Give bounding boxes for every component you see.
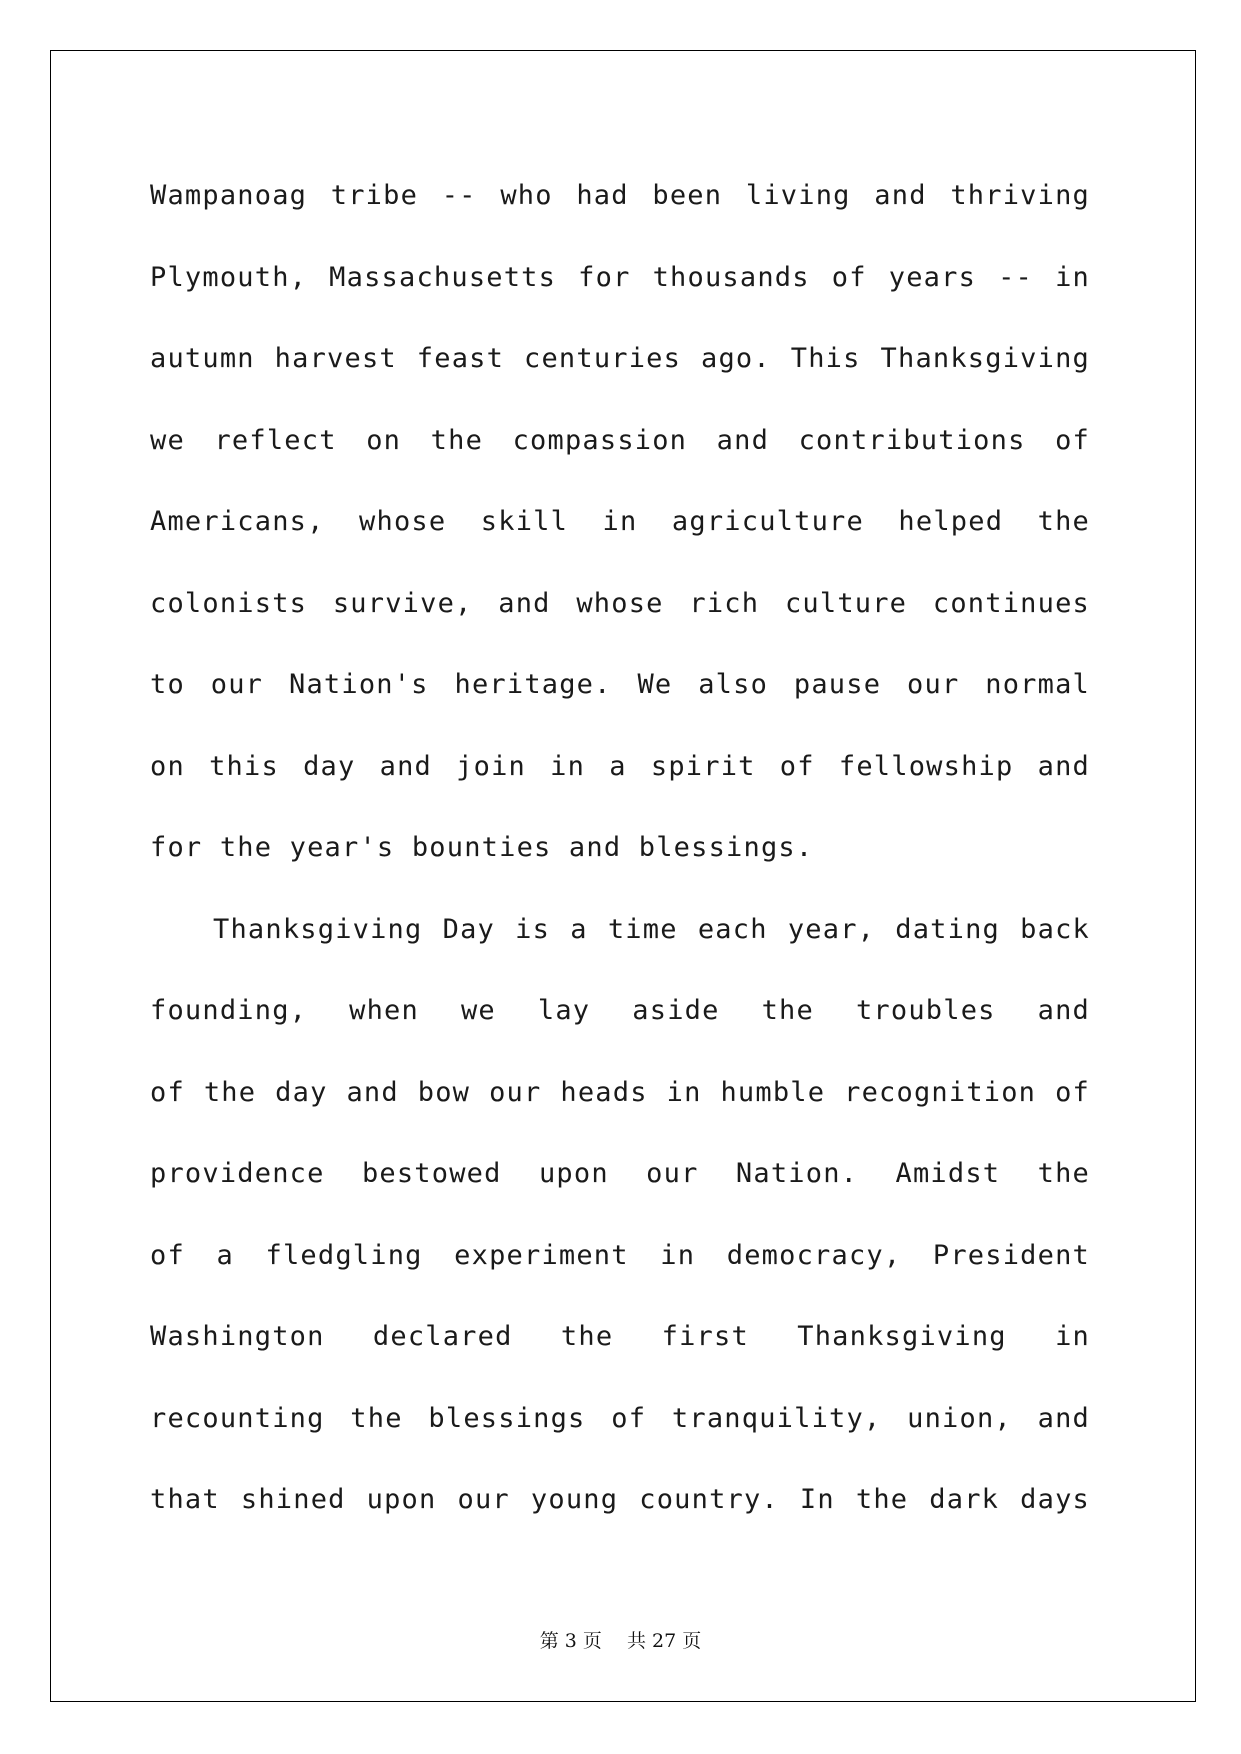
- text-line: that shined upon our young country. In the dark days: [150, 1484, 1090, 1515]
- text-line: Plymouth, Massachusetts for thousands of years -- in: [150, 261, 1090, 293]
- text-line: founding, when we lay aside the troubles and: [150, 995, 1090, 1026]
- text-line: autumn harvest feast centuries ago. This Thanksgiving: [150, 343, 1090, 374]
- text-line: of a fledgling experiment in democracy, President: [150, 1239, 1090, 1271]
- text-line: colonists survive, and whose rich culture continues: [150, 587, 1090, 619]
- text-line: on this day and join in a spirit of fellowship and: [150, 750, 1090, 782]
- document-body: [150, 155, 1090, 1541]
- text-line: providence bestowed upon our Nation. Amidst the: [150, 1158, 1090, 1189]
- text-line: Wampanoag tribe -- who had been living and thriving: [150, 180, 1090, 211]
- text-line: of the day and bow our heads in humble recognition of: [150, 1076, 1090, 1108]
- text-line: Thanksgiving Day is a time each year, dating back: [213, 913, 1090, 945]
- text-line: to our Nation's heritage. We also pause our normal: [150, 669, 1090, 700]
- page-footer: [0, 1626, 1241, 1653]
- text-line: recounting the blessings of tranquility, union, and: [150, 1402, 1090, 1434]
- text-line: Americans, whose skill in agriculture helped the: [150, 506, 1090, 537]
- text-line: Washington declared the first Thanksgiving in: [150, 1321, 1090, 1352]
- text-line: for the year's bounties and blessings.: [150, 832, 814, 863]
- text-line: we reflect on the compassion and contributions of: [150, 424, 1090, 456]
- page-number: 第 3 页 共 27 页: [539, 1630, 702, 1652]
